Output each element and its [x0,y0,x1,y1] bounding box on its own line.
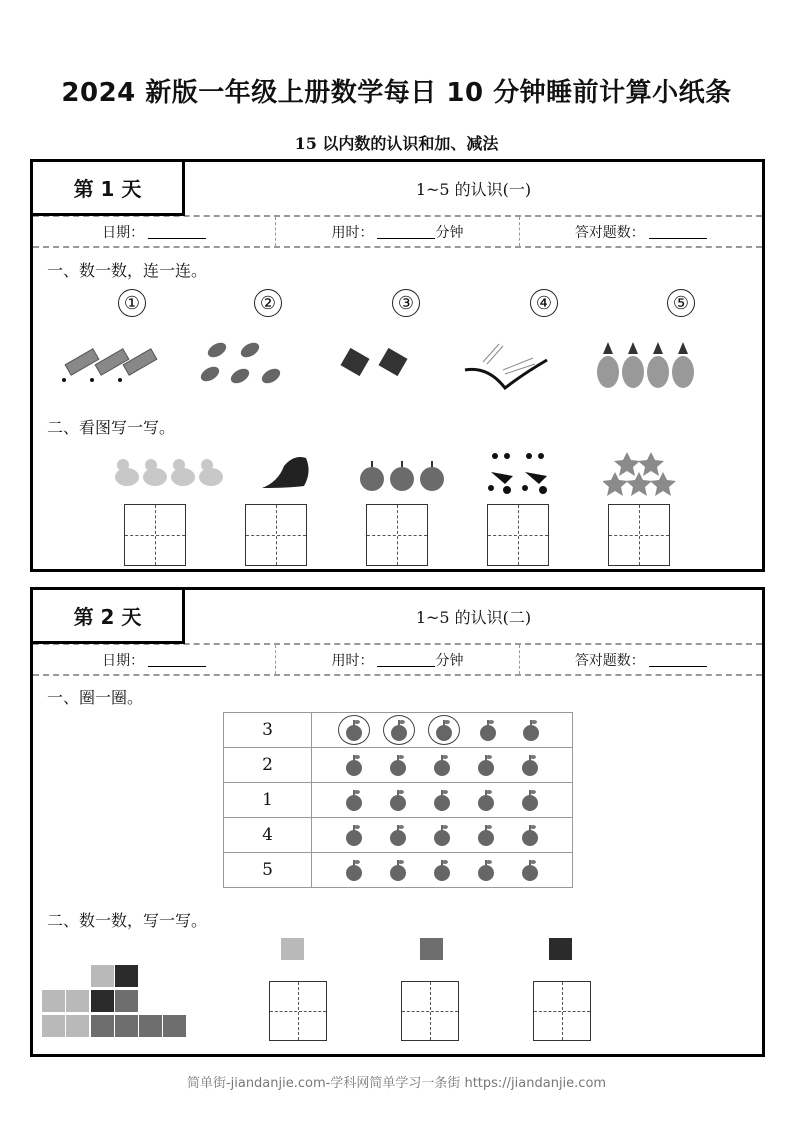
apple-icon[interactable] [471,820,501,850]
apple-icon[interactable] [471,855,501,885]
row-number: 5 [224,853,312,888]
day-1-card [30,159,765,572]
duck-icon [113,457,225,489]
worksheet-title: 2024 新版一年级上册数学每日 10 分钟睡前计算小纸条 [61,78,732,108]
apple-icon[interactable] [427,820,457,850]
table-row [224,783,573,818]
time-unit: 分钟 [435,652,464,669]
apple-icon[interactable] [339,820,369,850]
score-label: 答对题数： [574,224,645,241]
apple-cell [312,783,573,818]
score-field[interactable] [519,217,762,246]
section-title: 二、看图写一写。 [47,418,176,437]
score-blank[interactable] [649,653,707,667]
apple-icon[interactable] [515,750,545,780]
time-blank[interactable] [377,653,435,667]
pencil-icon[interactable] [58,342,158,387]
time-label: 用时： [331,224,374,241]
circled-number[interactable]: ④ [530,289,558,317]
score-field[interactable] [519,645,762,674]
day-2-card [30,587,765,1057]
date-blank[interactable] [148,225,206,239]
score-label: 答对题数： [574,652,645,669]
book-icon[interactable] [463,340,551,392]
circled-number[interactable]: ② [254,289,282,317]
apple-icon[interactable] [516,715,546,745]
apple-cell [312,713,573,748]
table-row [224,748,573,783]
apple-cell [312,748,573,783]
worksheet-subtitle: 15 以内数的认识和加、减法 [294,134,499,153]
date-field[interactable] [33,217,275,246]
circled-numbers [33,289,762,319]
light-gray-square-icon [281,938,304,960]
time-field[interactable] [275,217,518,246]
mid-gray-square-icon [420,938,443,960]
date-blank[interactable] [148,653,206,667]
apple-icon[interactable] [383,715,415,745]
apple-icon [358,457,448,493]
section-title: 一、数一数，连一连。 [47,261,208,280]
apple-icon[interactable] [338,715,370,745]
answer-box[interactable] [366,504,428,566]
lesson-title: 1~5 的认识(一) [415,179,532,199]
apple-icon[interactable] [515,785,545,815]
answer-box[interactable] [533,981,591,1041]
apple-icon[interactable] [383,820,413,850]
circled-number[interactable]: ③ [392,289,420,317]
answer-box[interactable] [608,504,670,566]
table-row [224,818,573,853]
circled-number[interactable]: ① [118,289,146,317]
day-label: 第 1 天 [30,159,185,216]
answer-box[interactable] [401,981,459,1041]
date-label: 日期： [102,652,145,669]
apple-icon[interactable] [339,785,369,815]
row-number: 3 [224,713,312,748]
date-label: 日期： [102,224,145,241]
apple-icon[interactable] [339,750,369,780]
answer-box[interactable] [245,504,307,566]
footer-watermark: 简单街-jiandanjie.com-学科网简单学习一条街 https://jiandanjie.com [186,1076,607,1091]
answer-box[interactable] [124,504,186,566]
section-title: 二、数一数，写一写。 [47,911,208,930]
section-title: 一、圈一圈。 [47,688,144,707]
answer-box[interactable] [487,504,549,566]
time-field[interactable] [275,645,518,674]
table-row [224,853,573,888]
apple-icon[interactable] [471,785,501,815]
apple-icon[interactable] [339,855,369,885]
star-icon [603,450,678,498]
apple-cell [312,818,573,853]
apple-icon[interactable] [428,715,460,745]
row-number: 4 [224,818,312,853]
apple-cell [312,853,573,888]
cap-icon [258,452,313,494]
score-blank[interactable] [649,225,707,239]
apple-icon[interactable] [515,855,545,885]
dark-gray-square-icon [549,938,572,960]
row-number: 1 [224,783,312,818]
apple-icon[interactable] [427,855,457,885]
eraser-icon[interactable] [338,344,413,384]
apple-icon[interactable] [427,785,457,815]
time-label: 用时： [331,652,374,669]
apple-icon[interactable] [471,750,501,780]
apple-icon[interactable] [383,855,413,885]
date-field[interactable] [33,645,275,674]
pineapple-icon[interactable] [595,340,700,390]
candy-icon[interactable] [195,338,287,390]
apple-icon[interactable] [515,820,545,850]
panda-icon [485,450,557,496]
table-row [224,713,573,748]
apple-icon[interactable] [427,750,457,780]
row-number: 2 [224,748,312,783]
circle-table [223,712,573,888]
apple-icon[interactable] [383,785,413,815]
apple-icon[interactable] [473,715,503,745]
apple-icon[interactable] [383,750,413,780]
time-blank[interactable] [377,225,435,239]
day-label: 第 2 天 [30,587,185,644]
info-row [33,215,762,248]
time-unit: 分钟 [435,224,464,241]
lesson-title: 1~5 的认识(二) [415,607,532,627]
circled-number[interactable]: ⑤ [667,289,695,317]
answer-box[interactable] [269,981,327,1041]
info-row [33,643,762,676]
